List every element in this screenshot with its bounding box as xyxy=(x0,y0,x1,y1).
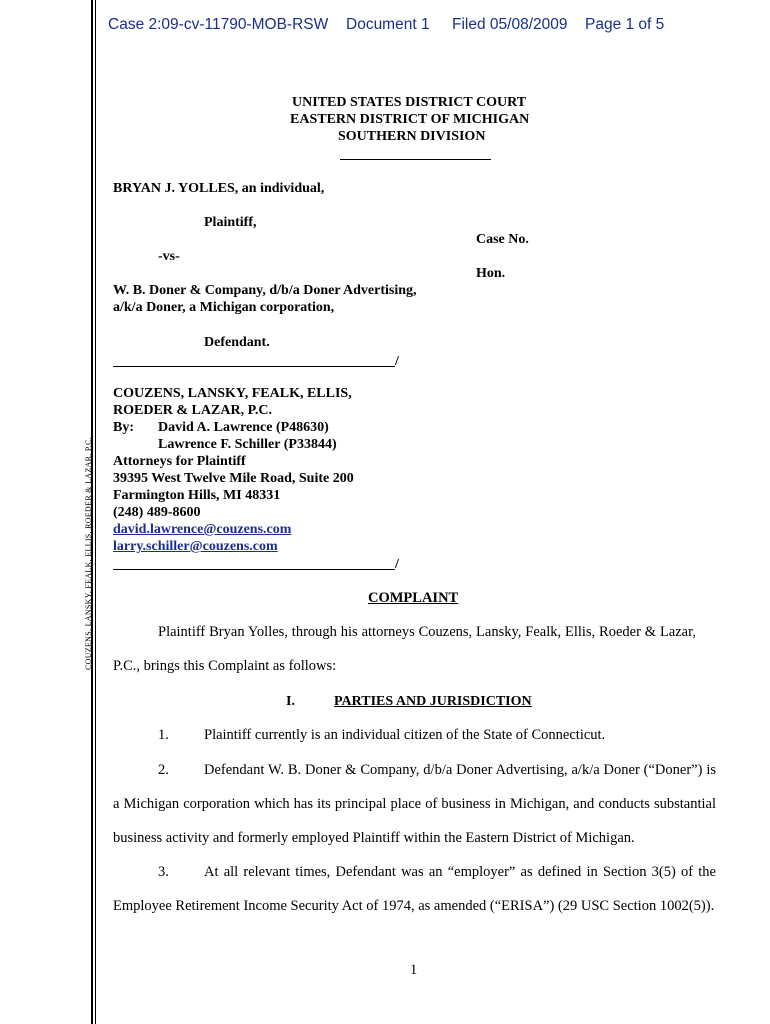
caption-slash: / xyxy=(395,354,399,369)
email-link-lawrence[interactable]: david.lawrence@couzens.com xyxy=(113,522,292,537)
by-label: By: xyxy=(113,420,134,435)
court-line-3: SOUTHERN DIVISION xyxy=(338,129,486,144)
intro-line-1-text: Plaintiff Bryan Yolles, through his attorneys Couzens, Lansky, Fealk, Ellis, Roeder & Lazar, xyxy=(158,624,696,640)
plaintiff-description: , an individual, xyxy=(234,181,325,196)
paragraph-3-line-2: Employee Retirement Income Security Act of 1974, as amended (“ERISA”) (29 USC Section 1002(5)). xyxy=(113,898,715,914)
counsel-underline xyxy=(113,569,395,570)
intro-line-2: P.C., brings this Complaint as follows: xyxy=(113,658,337,674)
address-line-1: 39395 West Twelve Mile Road, Suite 200 xyxy=(113,471,354,486)
paragraph-2-line-1-text: Defendant W. B. Doner & Company, d/b/a Doner Advertising, a/k/a Doner (“Doner”) is xyxy=(204,762,716,778)
left-margin-rule-2 xyxy=(95,0,96,1024)
court-line-2: EASTERN DISTRICT OF MICHIGAN xyxy=(290,112,530,127)
paragraph-1-number: 1. xyxy=(158,727,169,743)
paragraph-2-number: 2. xyxy=(158,762,169,778)
plaintiff-name: BRYAN J. YOLLES xyxy=(113,181,235,196)
page-number: 1 xyxy=(410,962,418,978)
paragraph-2-line-2 xyxy=(113,796,716,813)
court-divider xyxy=(340,159,491,160)
firm-name-line-1: COUZENS, LANSKY, FEALK, ELLIS, xyxy=(113,386,352,401)
header-filed-date: Filed 05/08/2009 xyxy=(452,16,568,33)
phone-number: (248) 489-8600 xyxy=(113,505,201,520)
section-title: PARTIES AND JURISDICTION xyxy=(334,694,532,709)
counsel-slash: / xyxy=(395,557,399,572)
defendant-name-line-2: a/k/a Doner, a Michigan corporation, xyxy=(113,300,335,315)
header-case-number: Case 2:09-cv-11790-MOB-RSW xyxy=(108,16,329,33)
header-page: Page 1 of 5 xyxy=(585,16,665,33)
sidebar-firm-name: COUZENS, LANSKY, FEALK, ELLIS, ROEDER & LAZAR, P.C. xyxy=(84,437,93,670)
versus-label: -vs- xyxy=(158,249,180,264)
attorney-1: David A. Lawrence (P48630) xyxy=(158,420,329,435)
paragraph-2-line-1 xyxy=(204,762,716,779)
paragraph-3-line-1-text: At all relevant times, Defendant was an “employer” as defined in Section 3(5) of the xyxy=(204,864,716,880)
intro-line-1 xyxy=(158,624,696,641)
attorney-role: Attorneys for Plaintiff xyxy=(113,454,246,469)
paragraph-3-line-1 xyxy=(204,864,716,881)
firm-name-line-2: ROEDER & LAZAR, P.C. xyxy=(113,403,272,418)
address-line-2: Farmington Hills, MI 48331 xyxy=(113,488,281,503)
email-link-schiller[interactable]: larry.schiller@couzens.com xyxy=(113,539,278,554)
attorney-2: Lawrence F. Schiller (P33844) xyxy=(158,437,337,452)
paragraph-2-line-3: business activity and formerly employed Plaintiff within the Eastern District of Michigan. xyxy=(113,830,635,846)
judge-label: Hon. xyxy=(476,266,506,281)
court-line-1: UNITED STATES DISTRICT COURT xyxy=(292,95,527,110)
plaintiff-label: Plaintiff, xyxy=(204,215,257,230)
caption-underline xyxy=(113,366,395,367)
plaintiff-caption xyxy=(113,180,324,197)
defendant-name-line-1: W. B. Doner & Company, d/b/a Doner Advertising, xyxy=(113,283,417,298)
complaint-title: COMPLAINT xyxy=(368,590,459,606)
defendant-label: Defendant. xyxy=(204,335,270,350)
paragraph-2-line-2-text: a Michigan corporation which has its principal place of business in Michigan, and conducts substantial xyxy=(113,796,716,812)
paragraph-3-number: 3. xyxy=(158,864,169,880)
header-document: Document 1 xyxy=(346,16,430,33)
paragraph-1-text: Plaintiff currently is an individual citizen of the State of Connecticut. xyxy=(204,727,606,743)
section-number: I. xyxy=(286,694,295,709)
case-number-label: Case No. xyxy=(476,232,529,247)
